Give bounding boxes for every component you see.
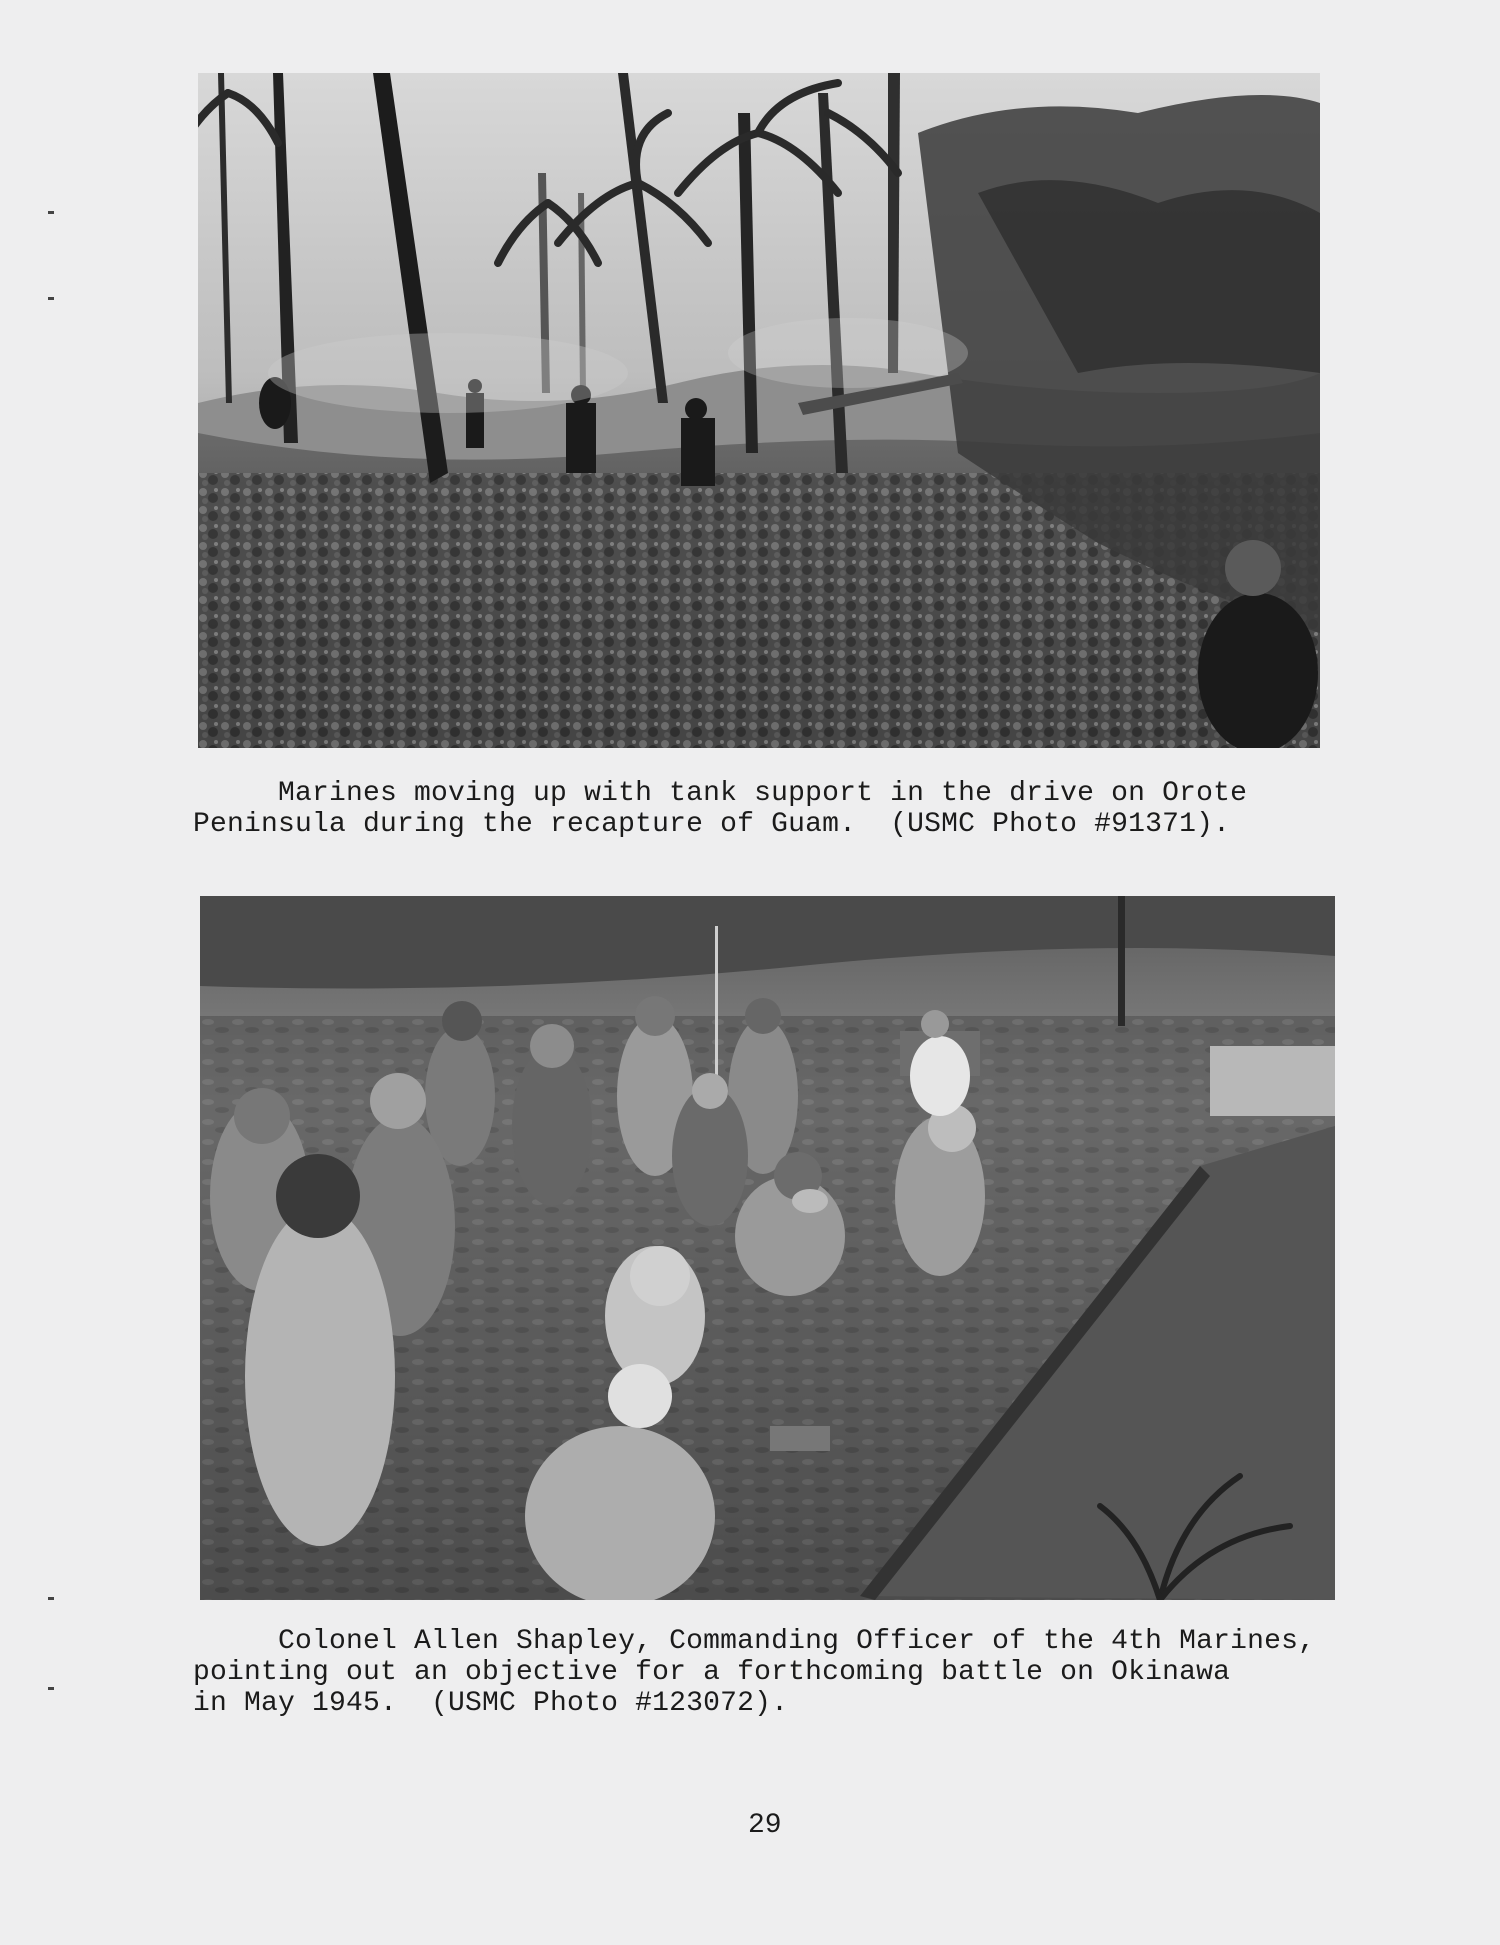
margin-mark bbox=[48, 297, 54, 300]
caption-okinawa bbox=[193, 1626, 1315, 1719]
caption-line: Marines moving up with tank support in the drive on Orote bbox=[193, 778, 1248, 809]
margin-mark bbox=[48, 1687, 54, 1690]
caption-guam bbox=[193, 778, 1247, 840]
page-number: 29 bbox=[748, 1810, 782, 1841]
caption-line: Peninsula during the recapture of Guam. (USMC Photo #91371). bbox=[193, 809, 1231, 840]
caption-line: pointing out an objective for a forthcoming battle on Okinawa bbox=[193, 1657, 1231, 1688]
photo-marines-guam-image bbox=[198, 73, 1320, 748]
photo-shapley-okinawa bbox=[200, 896, 1335, 1600]
caption-line: Colonel Allen Shapley, Commanding Officer of the 4th Marines, bbox=[193, 1626, 1316, 1657]
photo-shapley-okinawa-image bbox=[200, 896, 1335, 1600]
margin-mark bbox=[48, 1597, 54, 1600]
photo-marines-guam bbox=[198, 73, 1320, 748]
margin-mark bbox=[48, 211, 54, 214]
caption-line: in May 1945. (USMC Photo #123072). bbox=[193, 1688, 789, 1719]
